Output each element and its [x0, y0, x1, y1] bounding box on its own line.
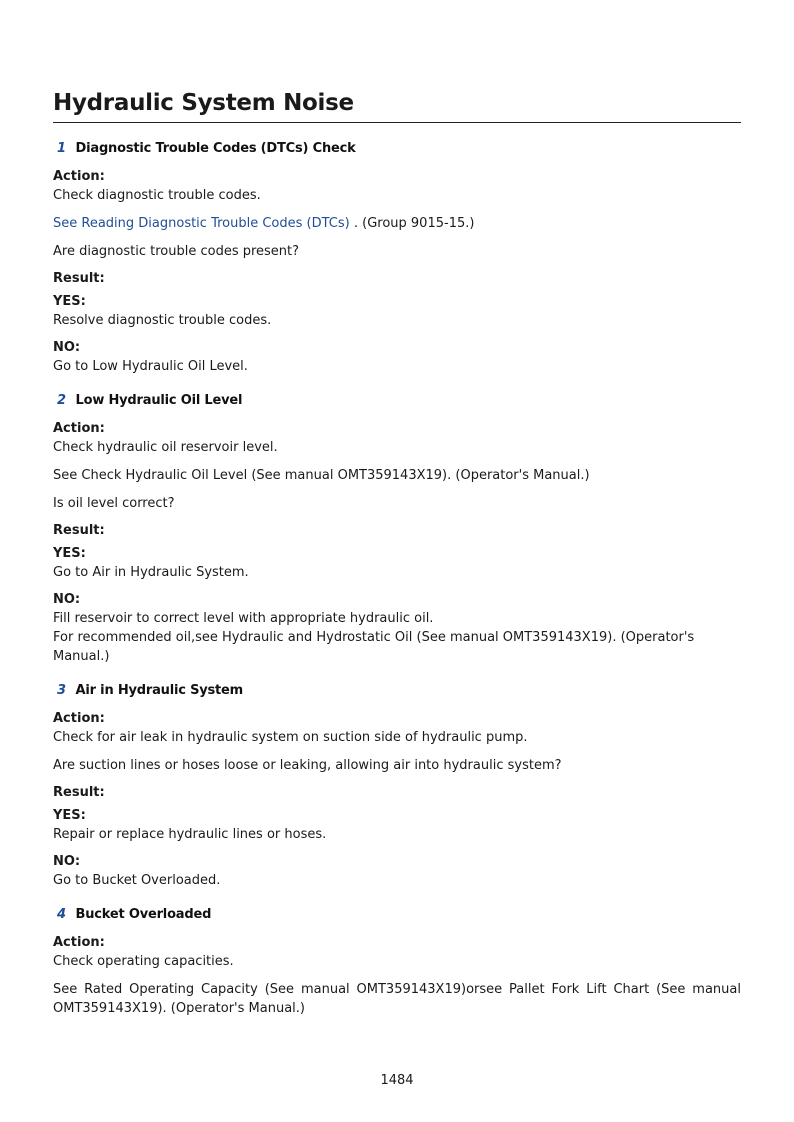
step-number: 1 — [57, 141, 67, 156]
action-label: Action: — [53, 169, 105, 184]
result-label: Result: — [53, 523, 105, 538]
no-text-line-1: Fill reservoir to correct level with appropriate hydraulic oil. — [53, 611, 434, 626]
question-text: Is oil level correct? — [53, 496, 175, 511]
yes-label: YES: — [53, 294, 86, 309]
action-label: Action: — [53, 711, 105, 726]
no-text: Go to Low Hydraulic Oil Level. — [53, 359, 248, 374]
step-title: Bucket Overloaded — [75, 907, 212, 922]
no-label: NO: — [53, 854, 81, 869]
step-number: 4 — [57, 907, 67, 922]
action-text: Check for air leak in hydraulic system on suction side of hydraulic pump. — [53, 730, 528, 745]
question-text: Are diagnostic trouble codes present? — [53, 244, 300, 259]
step-title: Diagnostic Trouble Codes (DTCs) Check — [75, 141, 356, 156]
step-number: 2 — [57, 393, 67, 408]
step-1-heading — [53, 140, 741, 158]
page-title: Hydraulic System Noise — [53, 88, 741, 123]
yes-text: Resolve diagnostic trouble codes. — [53, 313, 272, 328]
reference-suffix: . (Group 9015-15.) — [349, 216, 475, 231]
step-4-heading — [53, 906, 741, 924]
reference-line: See Check Hydraulic Oil Level (See manual OMT359143X19). (Operator's Manual.) — [53, 468, 590, 483]
no-text: Go to Bucket Overloaded. — [53, 873, 221, 888]
no-label: NO: — [53, 340, 81, 355]
action-text: Check operating capacities. — [53, 954, 234, 969]
yes-text: Repair or replace hydraulic lines or hoses. — [53, 827, 327, 842]
action-text: Check diagnostic trouble codes. — [53, 188, 261, 203]
no-text-line-2: For recommended oil,see Hydraulic and Hydrostatic Oil (See manual OMT359143X19). (Operator's Manual.) — [53, 630, 695, 664]
reference-line — [53, 214, 741, 233]
reference-paragraph: See Rated Operating Capacity (See manual OMT359143X19)orsee Pallet Fork Lift Chart (See manual OMT359143X19). (Operator's Manual.) — [53, 982, 741, 1016]
yes-label: YES: — [53, 808, 86, 823]
yes-label: YES: — [53, 546, 86, 561]
no-label: NO: — [53, 592, 81, 607]
yes-text: Go to Air in Hydraulic System. — [53, 565, 249, 580]
dtc-reference-link[interactable]: See Reading Diagnostic Trouble Codes (DTCs) — [53, 216, 350, 231]
action-text: Check hydraulic oil reservoir level. — [53, 440, 278, 455]
step-number: 3 — [57, 683, 67, 698]
page-number: 1484 — [380, 1073, 414, 1088]
action-label: Action: — [53, 421, 105, 436]
step-2-heading — [53, 392, 741, 410]
step-3-heading — [53, 682, 741, 700]
result-label: Result: — [53, 785, 105, 800]
step-title: Air in Hydraulic System — [75, 683, 244, 698]
result-label: Result: — [53, 271, 105, 286]
question-text: Are suction lines or hoses loose or leaking, allowing air into hydraulic system? — [53, 758, 562, 773]
document-page — [53, 88, 741, 1018]
step-title: Low Hydraulic Oil Level — [75, 393, 243, 408]
action-label: Action: — [53, 935, 105, 950]
